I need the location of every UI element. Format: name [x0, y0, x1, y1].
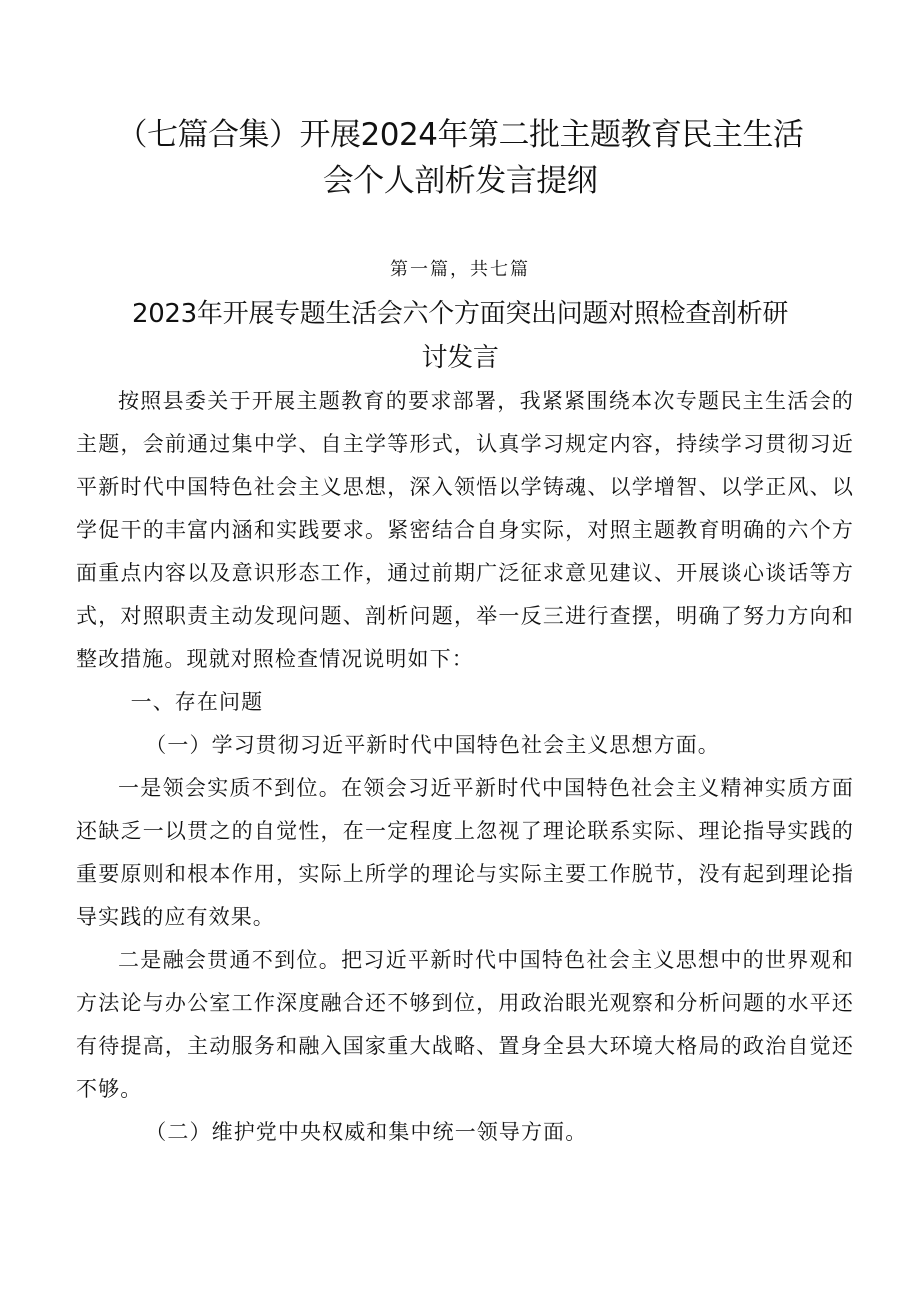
- section-title-line-1: 2023年开展专题生活会六个方面突出问题对照检查剖析研: [131, 299, 789, 329]
- document-title-line-2: 会个人剖析发言提纲: [322, 163, 598, 199]
- heading-existing-problems: 一、存在问题: [130, 690, 264, 714]
- section-title-line-2: 讨发言: [421, 343, 499, 373]
- document-title: [60, 112, 860, 204]
- section-title: [60, 292, 860, 380]
- point-1-paragraph: 一是领会实质不到位。在领会习近平新时代中国特色社会主义精神实质方面还缺乏一以贯之的自觉性，在一定程度上忽视了理论联系实际、理论指导实践的重要原则和根本作用，实际上所学的理论与实际主要工作脱节，没有起到理论指导实践的应有效果。: [76, 776, 854, 929]
- subheading-2: （二）维护党中央权威和集中统一领导方面。: [145, 1120, 588, 1144]
- intro-paragraph: 按照县委关于开展主题教育的要求部署，我紧紧围绕本次专题民主生活会的主题，会前通过集中学、自主学等形式，认真学习规定内容，持续学习贯彻习近平新时代中国特色社会主义思想，深入领悟以学铸魂、以学增智、以学正风、以学促干的丰富内涵和实践要求。紧密结合自身实际，对照主题教育明确的六个方面重点内容以及意识形态工作，通过前期广泛征求意见建议、开展谈心谈话等方式，对照职责主动发现问题、剖析问题，举一反三进行查摆，明确了努力方向和整改措施。现就对照检查情况说明如下：: [76, 389, 854, 671]
- point-2-paragraph: 二是融会贯通不到位。把习近平新时代中国特色社会主义思想中的世界观和方法论与办公室工作深度融合还不够到位，用政治眼光观察和分析问题的水平还有待提高，主动服务和融入国家重大战略、置身全县大环境大格局的政治自觉还不够。: [76, 948, 854, 1101]
- subheading-1: （一）学习贯彻习近平新时代中国特色社会主义思想方面。: [145, 733, 720, 757]
- document-title-line-1: （七篇合集）开展2024年第二批主题教育民主生活: [116, 117, 804, 153]
- document-body: [76, 380, 854, 1154]
- part-label: 第一篇，共七篇: [390, 259, 530, 280]
